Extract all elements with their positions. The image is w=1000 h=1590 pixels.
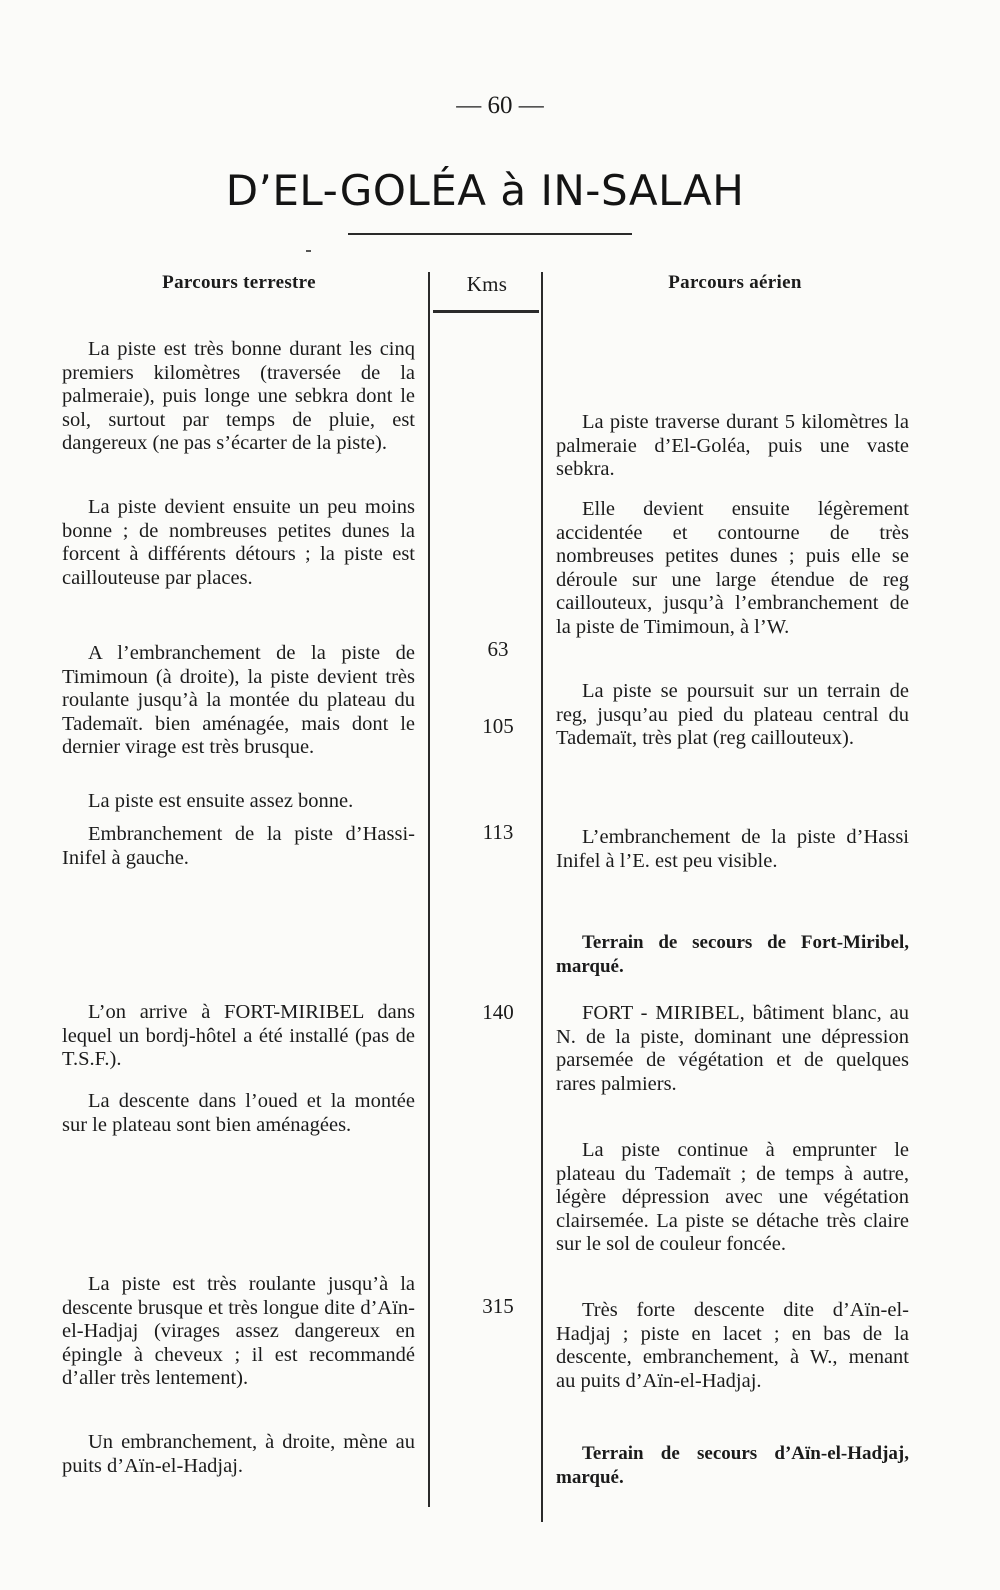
page-number: — 60 — bbox=[456, 92, 544, 119]
km-marker: 105 bbox=[482, 714, 514, 738]
air-paragraph: La piste continue à emprunter le plateau du Tademaït ; de temps à autre, légère dépression avec une végétation clairsemée. La piste se détache très claire sur le sol de couleur foncée. bbox=[556, 1139, 909, 1255]
column-header-kms: Kms bbox=[466, 272, 508, 296]
page-title: D’EL-GOLÉA à IN-SALAH bbox=[225, 166, 745, 215]
air-paragraph-emergency-field: Terrain de secours d’Aïn-el-Hadjaj, marqué. bbox=[556, 1443, 909, 1488]
land-paragraph: La piste est ensuite assez bonne. bbox=[88, 790, 354, 812]
air-paragraph: L’embranchement de la piste d’Hassi Inifel à l’E. est peu visible. bbox=[556, 826, 909, 872]
land-paragraph: Un embranchement, à droite, mène au puits d’Aïn-el-Hadjaj. bbox=[62, 1431, 415, 1477]
column-header-land-route: Parcours terrestre bbox=[162, 272, 316, 293]
title-underline bbox=[348, 233, 632, 235]
kms-header-rule bbox=[433, 310, 539, 313]
km-marker: 113 bbox=[482, 820, 514, 844]
land-paragraph: La piste est très roulante jusqu’à la descente brusque et très longue dite d’Aïn-el-Hadjaj (virages assez dangereux en épingle à cheveux ; il est recommandé d’aller très lentement). bbox=[62, 1273, 415, 1389]
km-marker: 63 bbox=[487, 637, 509, 661]
air-paragraph: La piste se poursuit sur un terrain de reg, jusqu’au pied du plateau central du Tademaït, très plat (reg caillouteux). bbox=[556, 680, 909, 749]
land-paragraph: Embranchement de la piste d’Hassi-Inifel à gauche. bbox=[62, 823, 415, 869]
air-paragraph-emergency-field: Terrain de secours de Fort-Miribel, marqué. bbox=[556, 932, 909, 977]
land-paragraph: La piste devient ensuite un peu moins bonne ; de nombreuses petites dunes la forcent à différents détours ; la piste est caillouteuse par places. bbox=[62, 496, 415, 589]
km-marker: 140 bbox=[482, 1000, 514, 1024]
air-paragraph: Très forte descente dite d’Aïn-el-Hadjaj ; piste en lacet ; en bas de la descente, embranchement, à W., menant au puits d’Aïn-el-Hadjaj. bbox=[556, 1299, 909, 1392]
decorative-mark bbox=[306, 250, 311, 252]
air-paragraph: La piste traverse durant 5 kilomètres la palmeraie d’El-Goléa, puis une vaste sebkra. bbox=[556, 411, 909, 480]
land-paragraph: La piste est très bonne durant les cinq premiers kilomètres (traversée de la palmeraie), puis longe une sebkra dont le sol, surtout par temps de pluie, est dangereux (ne pas s’écarter de la piste). bbox=[62, 338, 415, 454]
column-header-air-route: Parcours aérien bbox=[668, 272, 802, 293]
air-paragraph: Elle devient ensuite légèrement accidentée et contourne de très nombreuses petites dunes ; puis elle se déroule sur une large étendue de reg caillouteux, jusqu’à l’embranchement de la piste de Timimoun, à l’W. bbox=[556, 498, 909, 638]
land-paragraph: La descente dans l’oued et la montée sur le plateau sont bien aménagées. bbox=[62, 1090, 415, 1136]
air-paragraph: FORT - MIRIBEL, bâtiment blanc, au N. de la piste, dominant une dépression parsemée de végétation et de quelques rares palmiers. bbox=[556, 1002, 909, 1095]
column-divider-left bbox=[428, 272, 430, 1507]
land-paragraph: A l’embranchement de la piste de Timimoun (à droite), la piste devient très roulante jusqu’à la montée du plateau du Tademaït. bien aménagée, mais dont le dernier virage est très brusque. bbox=[62, 642, 415, 758]
land-paragraph: L’on arrive à FORT-MIRIBEL dans lequel un bordj-hôtel a été installé (pas de T.S.F.). bbox=[62, 1001, 415, 1070]
km-marker: 315 bbox=[482, 1294, 514, 1318]
column-divider-right bbox=[541, 272, 543, 1522]
